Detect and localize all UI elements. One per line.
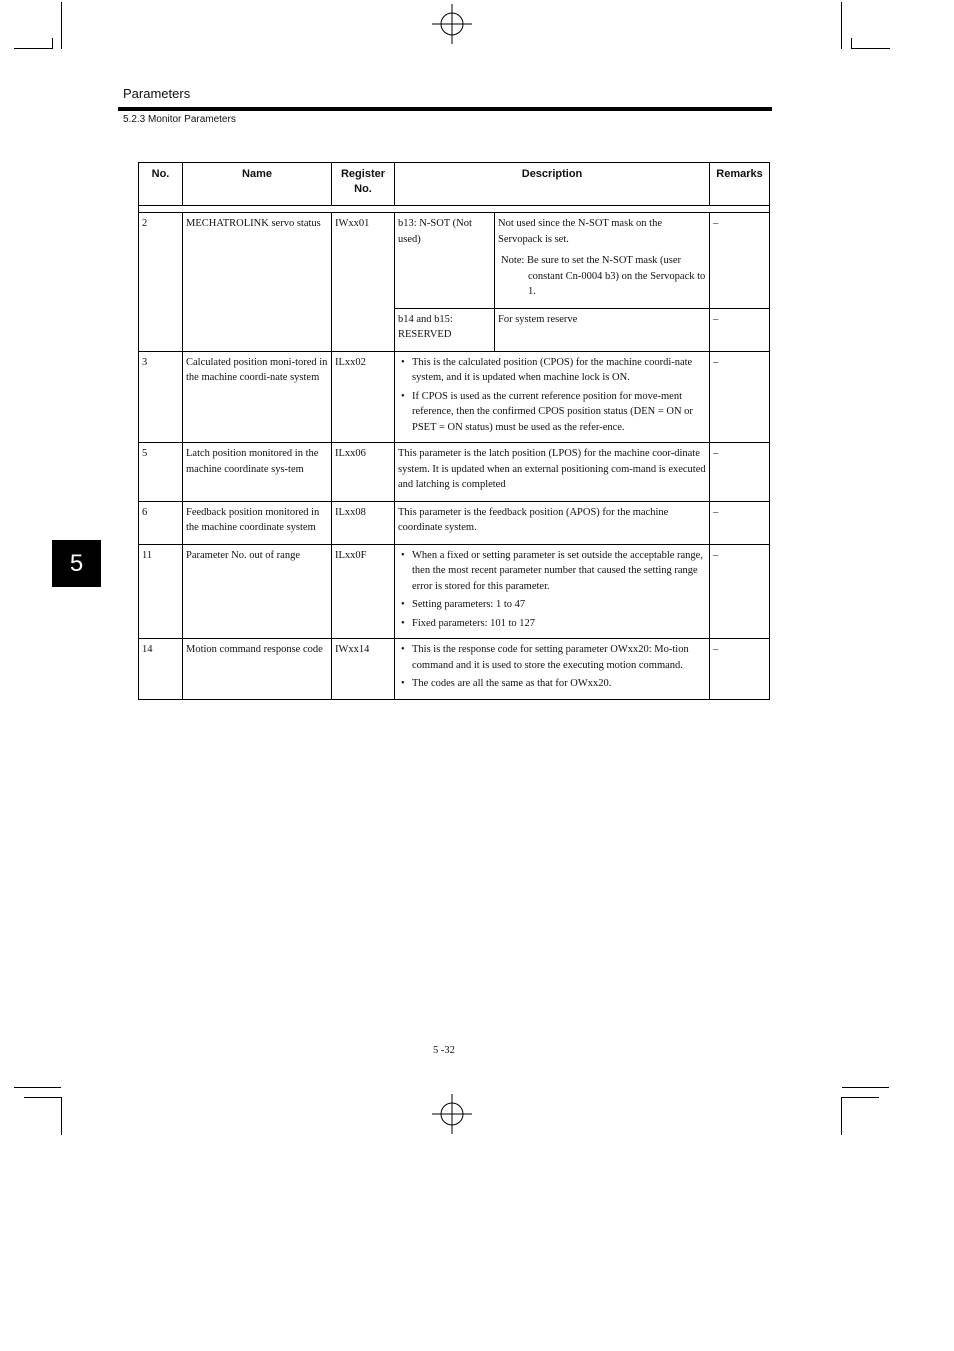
bullet-list [398,642,706,692]
column-header-no: No. [139,163,183,206]
table-header-row [139,163,770,206]
crop-mark [842,1087,889,1088]
row-no: 6 [139,501,183,544]
row-remarks: – [710,443,770,502]
column-header-description: Description [395,163,710,206]
crop-mark [14,1087,61,1088]
column-header-name: Name [183,163,332,206]
row-remarks: – [710,544,770,639]
list-item: • The codes are all the same as that for OWxx20. [398,676,706,692]
row-name: Calculated position moni-tored in the machine coordi-nate system [183,351,332,443]
row-description [395,639,710,700]
row-description: Not used since the N-SOT mask on the Servopack is set. Note: Be sure to set the N-SOT mask (user constant Cn-0004 b3) on the Servopack to 1. [495,213,710,309]
page-number: 5 -32 [433,1045,455,1056]
page-header-title: Parameters [123,86,191,101]
row-register: ILxx08 [332,501,395,544]
row-name: Feedback position monitored in the machine coordinate system [183,501,332,544]
row-register: IWxx01 [332,213,395,352]
row-register: ILxx0F [332,544,395,639]
column-header-remarks: Remarks [710,163,770,206]
table-row [139,501,770,544]
crop-mark [841,1097,842,1135]
row-remarks: – [710,351,770,443]
row-description [395,544,710,639]
row-register: ILxx06 [332,443,395,502]
row-description: This parameter is the feedback position (APOS) for the machine coordinate system. [395,501,710,544]
list-item: • This is the calculated position (CPOS) for the machine coordi-nate system, and it is updated when machine lock is ON. [398,355,706,386]
row-description: For system reserve [495,308,710,351]
note: Note: Be sure to set the N-SOT mask (user constant Cn-0004 b3) on the Servopack to 1. [501,255,706,297]
page-header-subsection: 5.2.3 Monitor Parameters [123,114,236,125]
bullet-list [398,548,706,632]
row-name: MECHATROLINK servo status [183,213,332,352]
list-item: • This is the response code for setting parameter OWxx20: Mo-tion command and it is used to store the executing motion command. [398,642,706,673]
registration-mark-icon [432,1094,472,1134]
row-description: This parameter is the latch position (LPOS) for the machine coor-dinate system. It is updated when an external positioning com-mand is executed and latching is completed [395,443,710,502]
row-no: 14 [139,639,183,700]
table-row [139,639,770,700]
row-register: IWxx14 [332,639,395,700]
list-item: • Setting parameters: 1 to 47 [398,597,706,613]
crop-mark [61,2,62,49]
row-no: 2 [139,213,183,352]
column-header-register: Register No. [332,163,395,206]
table-row [139,351,770,443]
table-row [139,544,770,639]
monitor-parameters-table [138,162,770,700]
table-row [139,213,770,309]
crop-mark [841,1097,879,1098]
table-row [139,443,770,502]
row-name: Latch position monitored in the machine coordinate sys-tem [183,443,332,502]
row-description [395,351,710,443]
row-name: Parameter No. out of range [183,544,332,639]
row-remarks: – [710,639,770,700]
row-register: ILxx02 [332,351,395,443]
header-rule [118,107,772,111]
row-no: 11 [139,544,183,639]
registration-mark-icon [432,4,472,44]
row-remarks: – [710,213,770,309]
row-bit: b13: N-SOT (Not used) [395,213,495,309]
crop-mark [14,48,52,49]
row-remarks: – [710,308,770,351]
list-item: • When a fixed or setting parameter is set outside the acceptable range, then the most recent parameter number that caused the setting range error is stored for this parameter. [398,548,706,595]
list-item: • Fixed parameters: 101 to 127 [398,616,706,632]
row-no: 3 [139,351,183,443]
crop-mark [24,1097,62,1098]
row-name: Motion command response code [183,639,332,700]
crop-mark [851,48,890,49]
crop-mark [841,2,842,49]
crop-mark [61,1097,62,1135]
list-item: • If CPOS is used as the current reference position for move-ment reference, then the confirmed CPOS position status (DEN = ON or PSET = ON status) must be used as the refer-ence. [398,389,706,436]
table-gap [139,206,770,213]
chapter-tab: 5 [52,540,101,587]
row-remarks: – [710,501,770,544]
row-bit: b14 and b15: RESERVED [395,308,495,351]
crop-mark [851,38,852,49]
row-no: 5 [139,443,183,502]
crop-mark [52,38,53,49]
bullet-list [398,355,706,436]
